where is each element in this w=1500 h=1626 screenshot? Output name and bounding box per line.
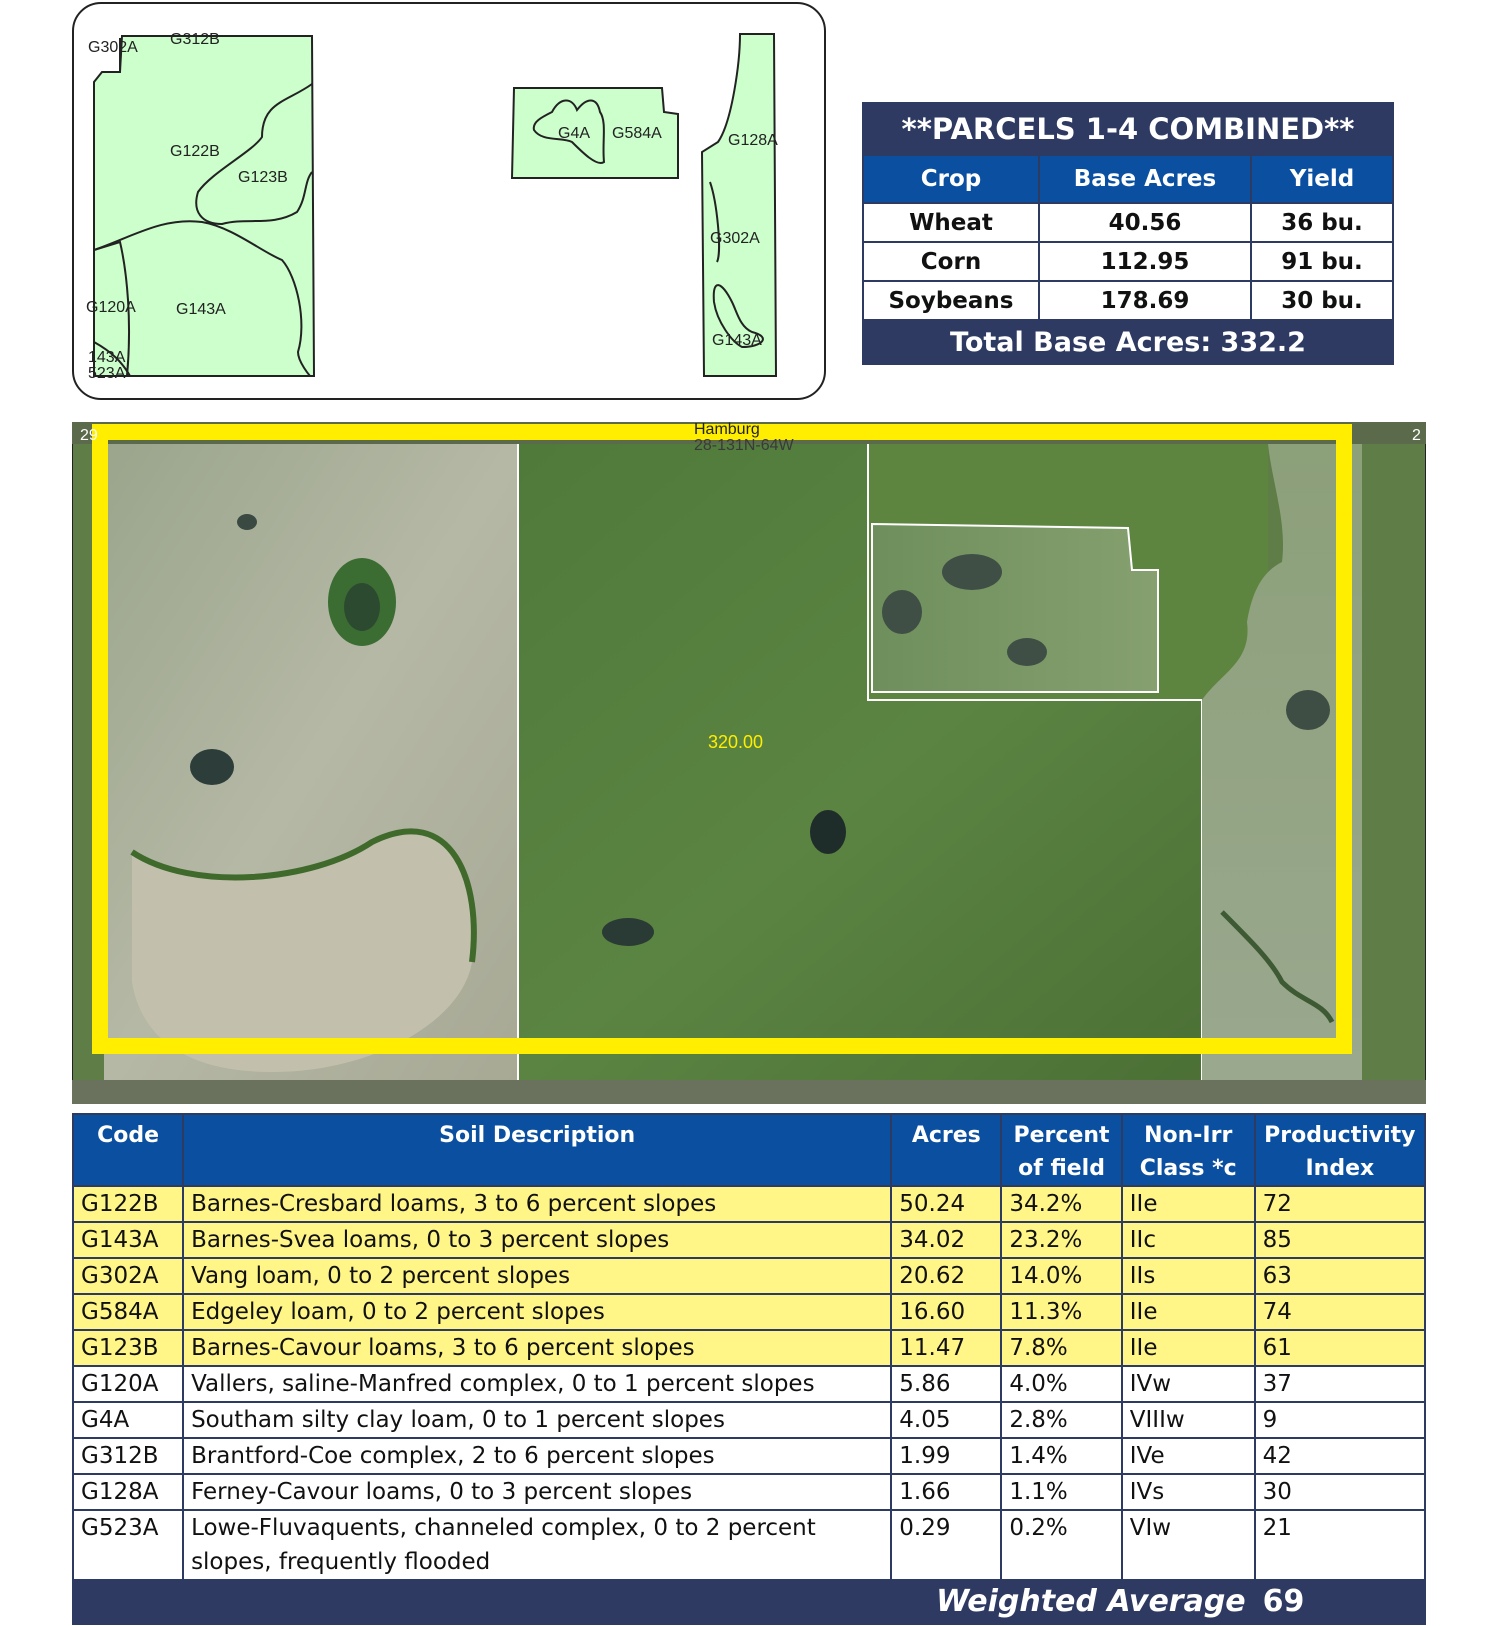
crop-yield: 91 bu.: [1251, 242, 1393, 281]
soil-description: Brantford-Coe complex, 2 to 6 percent slopes: [183, 1438, 891, 1474]
soil-pi: 74: [1255, 1294, 1425, 1330]
crop-acres: 40.56: [1039, 203, 1251, 242]
soil-pi: 37: [1255, 1366, 1425, 1402]
aerial-map: [72, 422, 1426, 1104]
soil-table: [72, 1113, 1426, 1625]
soil-code: G143A: [73, 1222, 183, 1258]
header-class-line1: Non-Irr: [1144, 1123, 1233, 1148]
table-header-row: [73, 1114, 1425, 1186]
soil-map: [72, 2, 826, 400]
table-row: [863, 242, 1393, 281]
soil-label: G120A: [86, 299, 136, 316]
soil-code: G302A: [73, 1258, 183, 1294]
crop-yield: 30 bu.: [1251, 281, 1393, 320]
table-row: [73, 1438, 1425, 1474]
weighted-average-label: Weighted Average: [73, 1580, 1255, 1624]
soil-label: G122B: [170, 143, 220, 160]
soil-code: G312B: [73, 1438, 183, 1474]
table-row: [863, 281, 1393, 320]
soil-acres: 1.66: [891, 1474, 1001, 1510]
header-soil-description: Soil Description: [183, 1114, 891, 1186]
soil-pi: 42: [1255, 1438, 1425, 1474]
crop-name: Soybeans: [863, 281, 1039, 320]
soil-description-line2: slopes, frequently flooded: [191, 1549, 491, 1575]
table-row: [73, 1474, 1425, 1510]
total-base-acres: Total Base Acres: 332.2: [863, 320, 1393, 364]
soil-label: G123B: [238, 169, 288, 186]
header-class-line2: Class *c: [1139, 1156, 1237, 1181]
header-percent: [1001, 1114, 1121, 1186]
pond: [942, 554, 1002, 590]
header-base-acres: Base Acres: [1039, 155, 1251, 203]
section-number: 29: [80, 427, 98, 444]
header-code: Code: [73, 1114, 183, 1186]
pond: [810, 810, 846, 854]
soil-class: IVs: [1122, 1474, 1255, 1510]
soil-description: Barnes-Cresbard loams, 3 to 6 percent slopes: [183, 1186, 891, 1222]
soil-class: IIe: [1122, 1294, 1255, 1330]
header-class: [1122, 1114, 1255, 1186]
table-row: [73, 1330, 1425, 1366]
pond: [237, 514, 257, 530]
crop-yield: 36 bu.: [1251, 203, 1393, 242]
soil-percent: 2.8%: [1001, 1402, 1121, 1438]
soil-description: Vallers, saline-Manfred complex, 0 to 1 percent slopes: [183, 1366, 891, 1402]
soil-acres: 0.29: [891, 1510, 1001, 1580]
soil-percent: 0.2%: [1001, 1510, 1121, 1580]
soil-label: 143A: [88, 349, 126, 366]
soil-code: G120A: [73, 1366, 183, 1402]
soil-class: IVw: [1122, 1366, 1255, 1402]
header-productivity-line2: Index: [1305, 1156, 1375, 1181]
pond: [602, 918, 654, 946]
soil-code: G123B: [73, 1330, 183, 1366]
soil-acres: 5.86: [891, 1366, 1001, 1402]
soil-pi: 30: [1255, 1474, 1425, 1510]
soil-acres: 20.62: [891, 1258, 1001, 1294]
soil-class: IIc: [1122, 1222, 1255, 1258]
soil-label: G584A: [612, 125, 662, 142]
soil-pi: 61: [1255, 1330, 1425, 1366]
soil-description: Barnes-Cavour loams, 3 to 6 percent slopes: [183, 1330, 891, 1366]
soil-description-line1: Lowe-Fluvaquents, channeled complex, 0 to 2 percent: [191, 1515, 816, 1541]
soil-label: G302A: [710, 230, 760, 247]
table-row: [863, 203, 1393, 242]
soil-class: IIe: [1122, 1330, 1255, 1366]
base-acres-table: [862, 102, 1394, 365]
pond: [1007, 638, 1047, 666]
soil-acres: 34.02: [891, 1222, 1001, 1258]
soil-class: VIw: [1122, 1510, 1255, 1580]
soil-acres: 1.99: [891, 1438, 1001, 1474]
soil-label: G4A: [558, 125, 591, 142]
soil-code: G122B: [73, 1186, 183, 1222]
soil-description: Southam silty clay loam, 0 to 1 percent slopes: [183, 1402, 891, 1438]
soil-pi: 63: [1255, 1258, 1425, 1294]
weighted-average-row: [73, 1580, 1425, 1624]
crop-name: Corn: [863, 242, 1039, 281]
soil-pi: 9: [1255, 1402, 1425, 1438]
soil-percent: 34.2%: [1001, 1186, 1121, 1222]
header-percent-line1: Percent: [1013, 1123, 1110, 1148]
soil-description: Barnes-Svea loams, 0 to 3 percent slopes: [183, 1222, 891, 1258]
soil-acres: 16.60: [891, 1294, 1001, 1330]
soil-acres: 50.24: [891, 1186, 1001, 1222]
soil-class: IVe: [1122, 1438, 1255, 1474]
soil-code: G4A: [73, 1402, 183, 1438]
header-productivity-line1: Productivity: [1264, 1123, 1416, 1148]
pond: [882, 590, 922, 634]
soil-label: G312B: [170, 31, 220, 48]
soil-label: G143A: [176, 301, 226, 318]
soil-label: G302A: [88, 39, 138, 56]
table-row: [73, 1510, 1425, 1580]
soil-pi: 21: [1255, 1510, 1425, 1580]
soil-percent: 1.1%: [1001, 1474, 1121, 1510]
weighted-average-value: 69: [1255, 1580, 1425, 1624]
road-label: Hamburg: [694, 422, 760, 438]
soil-description: Ferney-Cavour loams, 0 to 3 percent slopes: [183, 1474, 891, 1510]
soil-description: [183, 1510, 891, 1580]
soil-percent: 11.3%: [1001, 1294, 1121, 1330]
soil-acres: 11.47: [891, 1330, 1001, 1366]
header-crop: Crop: [863, 155, 1039, 203]
soil-pi: 85: [1255, 1222, 1425, 1258]
soil-percent: 1.4%: [1001, 1438, 1121, 1474]
crop-acres: 112.95: [1039, 242, 1251, 281]
soil-description: Vang loam, 0 to 2 percent slopes: [183, 1258, 891, 1294]
aerial-bottom-strip: [72, 1080, 1426, 1104]
base-acres-title: **PARCELS 1-4 COMBINED**: [863, 103, 1393, 155]
table-row: [73, 1186, 1425, 1222]
table-row: [73, 1222, 1425, 1258]
soil-description: Edgeley loam, 0 to 2 percent slopes: [183, 1294, 891, 1330]
header-percent-line2: of field: [1018, 1156, 1105, 1181]
pond: [1286, 690, 1330, 730]
soil-percent: 23.2%: [1001, 1222, 1121, 1258]
crop-acres: 178.69: [1039, 281, 1251, 320]
soil-map-parcel-west: [94, 36, 314, 376]
pond: [190, 749, 234, 785]
table-row: [73, 1258, 1425, 1294]
header-acres: Acres: [891, 1114, 1001, 1186]
section-number: 2: [1412, 427, 1421, 444]
soil-class: IIs: [1122, 1258, 1255, 1294]
section-label: 28-131N-64W: [694, 437, 794, 454]
soil-code: G128A: [73, 1474, 183, 1510]
soil-class: IIe: [1122, 1186, 1255, 1222]
table-row: [73, 1366, 1425, 1402]
soil-label: G143A: [712, 332, 762, 349]
table-row: [73, 1294, 1425, 1330]
soil-code: G523A: [73, 1510, 183, 1580]
soil-pi: 72: [1255, 1186, 1425, 1222]
soil-acres: 4.05: [891, 1402, 1001, 1438]
soil-label: G128A: [728, 132, 778, 149]
pond: [344, 583, 380, 631]
soil-percent: 14.0%: [1001, 1258, 1121, 1294]
table-row: [73, 1402, 1425, 1438]
header-yield: Yield: [1251, 155, 1393, 203]
soil-label: 523A: [88, 365, 126, 382]
acreage-label: 320.00: [708, 732, 764, 752]
header-productivity: [1255, 1114, 1425, 1186]
soil-percent: 4.0%: [1001, 1366, 1121, 1402]
soil-code: G584A: [73, 1294, 183, 1330]
soil-percent: 7.8%: [1001, 1330, 1121, 1366]
crop-name: Wheat: [863, 203, 1039, 242]
soil-class: VIIIw: [1122, 1402, 1255, 1438]
